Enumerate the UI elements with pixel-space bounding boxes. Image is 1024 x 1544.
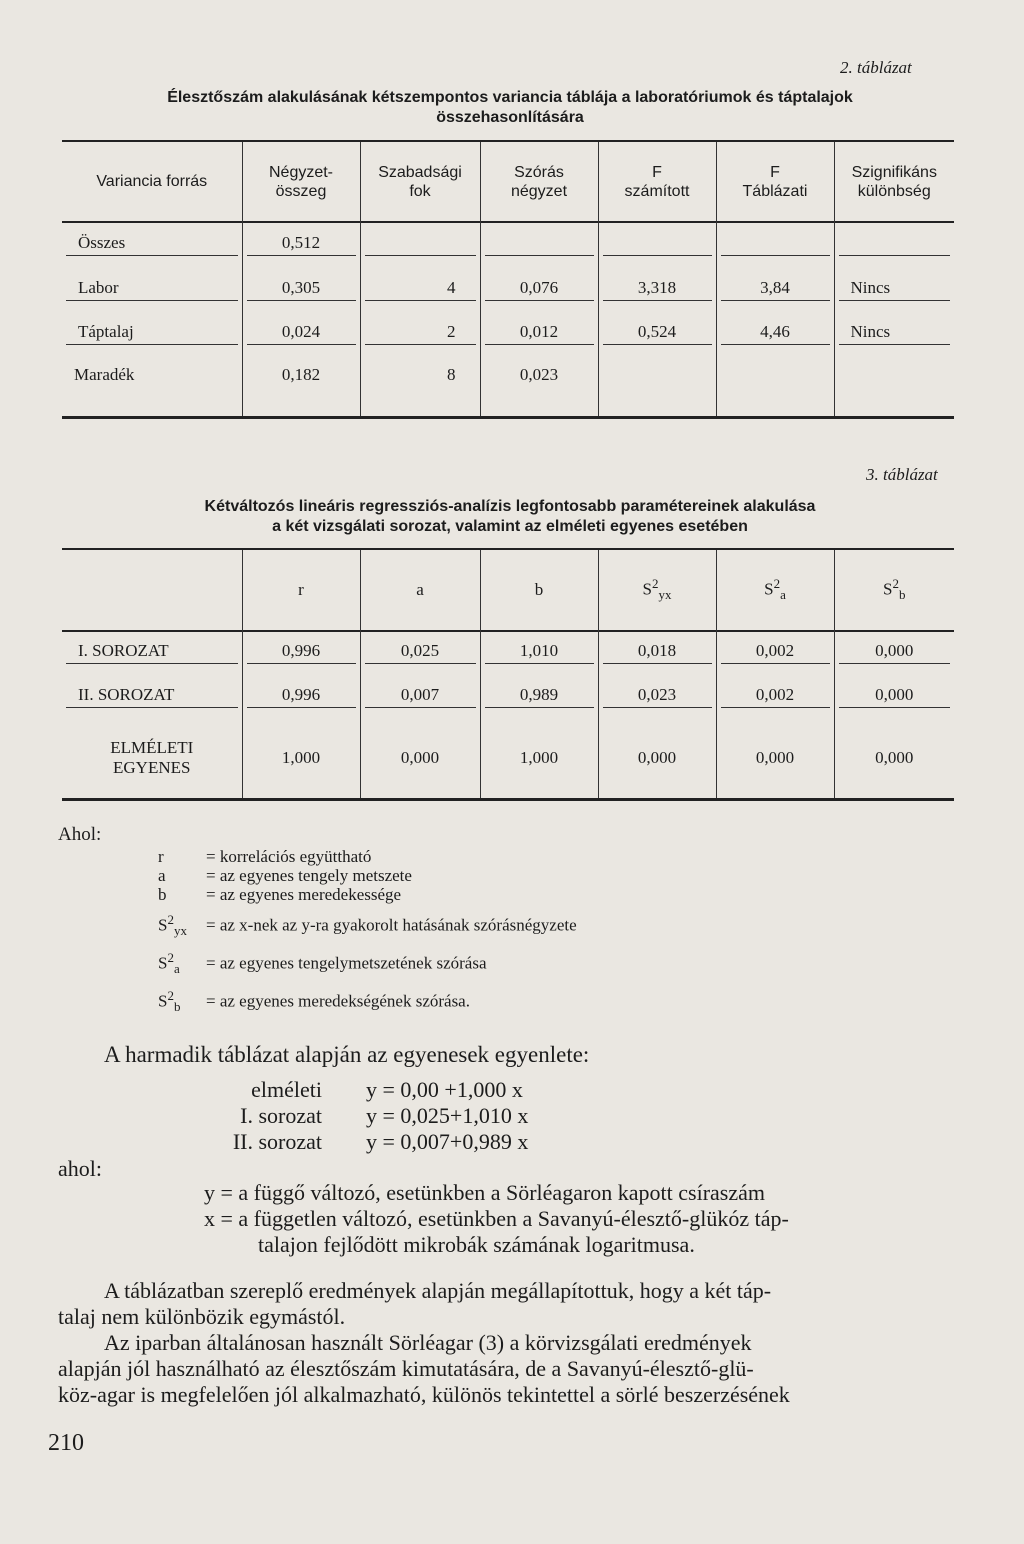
t2-cell: Nincs	[839, 322, 951, 345]
table3-title	[60, 497, 960, 537]
table-row	[62, 355, 954, 416]
x-definition-2: talajon fejlődött mikrobák számának logaritmusa.	[258, 1232, 695, 1257]
t3-cell: 1,010	[485, 641, 594, 664]
t2-cell	[839, 233, 951, 256]
t2-cell: Táptalaj	[66, 322, 238, 345]
t2-head-source: Variancia forrás	[96, 173, 208, 190]
t2-head-df: Szabadsági fok	[360, 142, 480, 221]
paragraph-line: talaj nem különbözik egymástól.	[58, 1304, 346, 1329]
t2-cell	[598, 355, 716, 416]
t3-cell: 1,000	[480, 718, 598, 798]
t3-cell: 0,000	[360, 718, 480, 798]
table-row	[62, 630, 954, 674]
t3-cell: 0,007	[365, 685, 476, 708]
legend-row: a = az egyenes tengely metszete	[158, 866, 412, 885]
t2-cell: 0,512	[247, 233, 356, 256]
t3-cell: 0,023	[603, 685, 712, 708]
table2-header-row	[62, 142, 954, 221]
t3-cell: 0,000	[716, 718, 834, 798]
t3-cell: 0,000	[839, 641, 951, 664]
t3-cell: ELMÉLETI EGYENES	[110, 738, 194, 777]
t3-cell: 0,000	[834, 718, 954, 798]
eq-formula: y = 0,007+0,989 x	[366, 1129, 529, 1154]
t2-cell: 0,023	[480, 355, 598, 416]
table2-title	[60, 88, 960, 128]
t3-cell: 0,025	[365, 641, 476, 664]
t3-cell: 0,000	[839, 685, 951, 708]
t2-cell: 3,318	[603, 278, 712, 301]
ahol-label: ahol:	[58, 1156, 102, 1181]
t2-cell: Maradék	[74, 365, 135, 384]
t3-cell: 0,996	[247, 685, 356, 708]
table-row	[62, 718, 954, 798]
t2-head-sig: Szignifikáns különbség	[834, 142, 954, 221]
t2-cell: 8	[360, 355, 480, 416]
t3-head-sa: $S^2_a$	[716, 550, 834, 630]
t2-cell: 2	[365, 322, 476, 345]
table2-title-line2: összehasonlítására	[436, 109, 584, 126]
paragraph-line: Az iparban általánosan használt Sörléagar (3) a körvizsgálati eredmények	[104, 1330, 752, 1355]
t3-cell: 0,002	[721, 685, 830, 708]
t3-head-syx: $S^2_{yx}$	[598, 550, 716, 630]
equations-intro: A harmadik táblázat alapján az egyenesek egyenlete:	[104, 1042, 590, 1067]
t2-cell	[721, 233, 830, 256]
legend-row: r = korrelációs együttható	[158, 847, 372, 866]
table3	[62, 550, 954, 798]
table-row	[62, 267, 954, 311]
legend-row: $S^2_b$ = az egyenes meredekségének szórása.	[158, 988, 470, 1015]
t2-head-var: Szórás négyzet	[480, 142, 598, 221]
t3-head-a: a	[360, 550, 480, 630]
table-row	[62, 221, 954, 267]
table3-title-line1: Kétváltozós lineáris regressziós-analízis legfontosabb paramétereinek alakulása	[204, 498, 816, 515]
t3-cell: I. SOROZAT	[66, 641, 238, 664]
eq-name: I. sorozat	[240, 1103, 322, 1128]
paragraph-line: alapján jól használható az élesztőszám kimutatására, de a Savanyú-élesztő-glü-	[58, 1356, 754, 1381]
t3-cell: 0,018	[603, 641, 712, 664]
paragraph-line: köz-agar is megfelelően jól alkalmazható, különös tekintettel a sörlé beszerzésének	[58, 1382, 790, 1407]
t3-head-b: b	[480, 550, 598, 630]
table-row	[62, 674, 954, 718]
t2-cell: Összes	[66, 233, 238, 256]
legend-intro: Ahol:	[58, 824, 102, 845]
table2-label: 2. táblázat	[840, 58, 912, 77]
table2-title-line1: Élesztőszám alakulásának kétszempontos variancia táblája a laboratóriumok és táptalajok	[167, 89, 853, 106]
table3-title-line2: a két vizsgálati sorozat, valamint az elméleti egyenes esetében	[272, 518, 748, 535]
t2-cell	[716, 355, 834, 416]
t2-cell: Labor	[66, 278, 238, 301]
t2-cell: 0,524	[603, 322, 712, 345]
t2-cell	[834, 355, 954, 416]
t3-head-r: r	[242, 550, 360, 630]
t2-cell: 0,012	[485, 322, 594, 345]
t3-cell: 0,989	[485, 685, 594, 708]
eq-name: elméleti	[251, 1077, 322, 1102]
paragraph-line: A táblázatban szereplő eredmények alapján megállapítottuk, hogy a két táp-	[104, 1278, 772, 1303]
t2-cell	[603, 233, 712, 256]
t2-cell: 3,84	[721, 278, 830, 301]
t3-cell: 1,000	[242, 718, 360, 798]
t2-cell: Nincs	[839, 278, 951, 301]
t2-cell	[365, 233, 476, 256]
eq-formula: y = 0,025+1,010 x	[366, 1103, 529, 1128]
legend-row: $S^2_a$ = az egyenes tengelymetszetének szórása	[158, 950, 487, 977]
t3-head-sb: $S^2_b$	[834, 550, 954, 630]
table3-header-row	[62, 550, 954, 630]
t2-cell: 4	[365, 278, 476, 301]
t2-cell	[485, 233, 594, 256]
t2-cell: 0,024	[247, 322, 356, 345]
t3-cell: II. SOROZAT	[66, 685, 238, 708]
table-row	[62, 311, 954, 355]
eq-formula: y = 0,00 +1,000 x	[366, 1077, 523, 1102]
t3-cell: 0,002	[721, 641, 830, 664]
table2	[62, 142, 954, 416]
t2-head-ftab: F Táblázati	[716, 142, 834, 221]
eq-name: II. sorozat	[232, 1129, 322, 1154]
t3-cell: 0,000	[598, 718, 716, 798]
page-number: 210	[48, 1430, 84, 1456]
t2-cell: 0,305	[247, 278, 356, 301]
t2-cell: 0,076	[485, 278, 594, 301]
legend-row: $S^2_{yx}$ = az x-nek az y-ra gyakorolt hatásának szórásnégyzete	[158, 912, 577, 939]
t2-head-fcalc: F számított	[598, 142, 716, 221]
legend-row: b = az egyenes meredekessége	[158, 885, 402, 904]
table2-bottom-rule	[62, 416, 954, 419]
t2-head-sumsq: Négyzet- összeg	[242, 142, 360, 221]
y-definition: y = a függő változó, esetünkben a Sörléagaron kapott csíraszám	[204, 1180, 765, 1205]
t2-cell: 0,182	[242, 355, 360, 416]
t3-cell: 0,996	[247, 641, 356, 664]
x-definition-1: x = a független változó, esetünkben a Savanyú-élesztő-glükóz táp-	[204, 1206, 789, 1231]
t2-cell: 4,46	[721, 322, 830, 345]
table3-label: 3. táblázat	[866, 465, 938, 484]
table3-bottom-rule	[62, 798, 954, 801]
